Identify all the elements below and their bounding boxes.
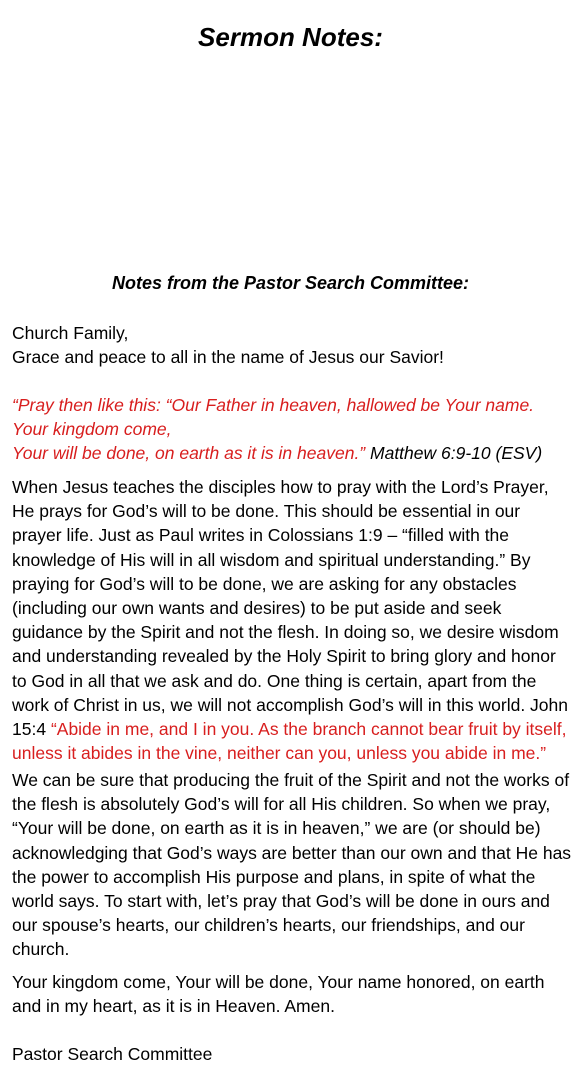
paragraph-3 — [12, 970, 572, 1018]
paragraph-2 — [12, 768, 572, 962]
paragraph-2-text: We can be sure that producing the fruit of the Spirit and not the works of the flesh is absolutely God’s will for all His children. So when we pray, “Your will be done, on earth as it is in heaven,” we are (or should be) acknowledging that God’s ways are better than our own and that He has the power to accomplish His purpose and plans, in spite of what the world says. To start with, let’s pray that God’s will be done in ours and our spouse’s hearts, our children’s hearts, our friendships, and our church. — [12, 770, 572, 960]
paragraph-3-text: Your kingdom come, Your will be done, Your name honored, on earth and in my heart, as it is in Heaven. Amen. — [12, 972, 545, 1017]
scripture-quote: Your will be done, on earth as it is in heaven.” — [12, 443, 366, 464]
scripture-block — [12, 393, 572, 466]
scripture-line-2 — [12, 441, 572, 465]
greeting: Grace and peace to all in the name of Jesus our Savior! — [12, 347, 444, 368]
scripture-line-1: “Pray then like this: “Our Father in heaven, hallowed be Your name. Your kingdom come, — [12, 395, 535, 440]
scripture-reference: Matthew 6:9-10 (ESV) — [365, 443, 543, 464]
salutation-block — [12, 321, 572, 369]
signature-text: Pastor Search Committee — [12, 1044, 213, 1064]
paragraph-1 — [12, 475, 572, 765]
salutation: Church Family, — [12, 323, 129, 343]
section-heading: Notes from the Pastor Search Committee: — [111, 273, 470, 293]
paragraph-1-text: When Jesus teaches the disciples how to pray with the Lord’s Prayer, He prays for God’s will to be done. This should be essential in our prayer life. Just as Paul writes in Colossians 1:9 – “filled with the knowledge of His will in all wisdom and spiritual understanding.” By praying for God’s will to be done, we are asking for any obstacles (including our own wants and desires) to be put aside and seek guidance by the Spirit and not the flesh. In doing so, we desire wisdom and understanding revealed by the Holy Spirit to bring glory and honor to God in all that we ask and do. One thing is certain, apart from the work of Christ in us, we will not accomplish God’s will in this world. John 15:4 — [12, 477, 568, 740]
page-title: Sermon Notes: — [198, 22, 383, 52]
signature — [12, 1042, 572, 1066]
paragraph-1-quote: “Abide in me, and I in you. As the branch cannot bear fruit by itself, unless it abides in the vine, neither can you, unless you abide in me.” — [12, 719, 567, 764]
